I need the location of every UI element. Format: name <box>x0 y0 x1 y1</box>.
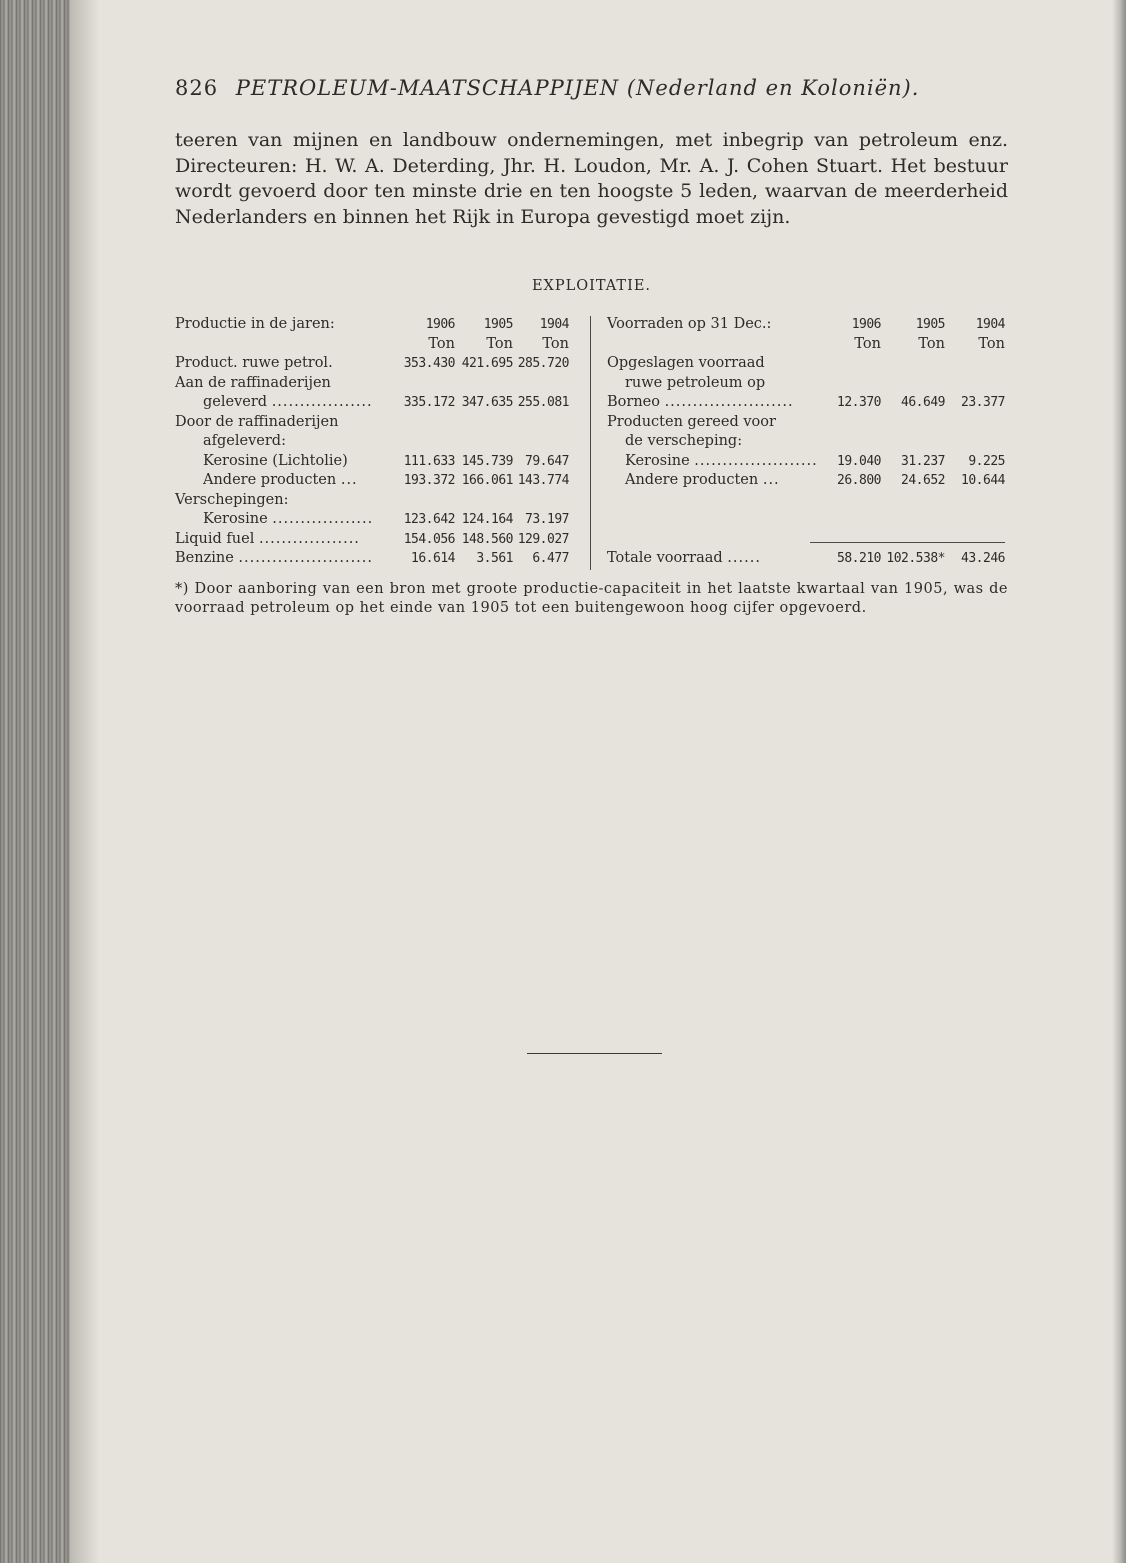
header-title: PETROLEUM-MAATSCHAPPIJEN (Nederland en Koloniën). <box>235 76 920 100</box>
row-label: Liquid fuel .................. <box>175 530 360 547</box>
row-label: Kerosine ...................... <box>625 452 818 469</box>
cell-value: 166.061 <box>461 473 513 488</box>
page-number: 826 <box>175 76 219 100</box>
right-year-1904: 1904 <box>975 317 1005 332</box>
table-header-row <box>175 316 1010 336</box>
cell-value: 23.377 <box>961 395 1005 410</box>
cell-value: 335.172 <box>403 395 455 410</box>
cell-value: 143.774 <box>517 473 569 488</box>
left-year-1905: 1905 <box>483 317 513 332</box>
table-row <box>175 414 1010 434</box>
row-label: Product. ruwe petrol. <box>175 355 333 371</box>
cell-value: 154.056 <box>403 531 455 547</box>
right-year-1905: 1905 <box>915 317 945 332</box>
footnote: *) Door aanboring van een bron met groote productie-capaciteit in het laatste kwartaal van 1905, was de voorraad petroleum op het einde van 1905 tot een buitengewoon hoog cijfer opgevoerd. <box>175 581 1008 616</box>
right-year-1906: 1906 <box>851 317 881 332</box>
right-unit: Ton <box>978 335 1005 352</box>
table-row <box>175 511 1010 531</box>
row-label: Borneo ....................... <box>607 394 794 410</box>
left-year-1904: 1904 <box>539 317 569 332</box>
page-edge <box>1112 0 1126 1563</box>
section-heading: EXPLOITATIE. <box>531 278 652 294</box>
cell-value: 353.430 <box>403 356 455 371</box>
table-row <box>175 472 1010 492</box>
cell-value: 129.027 <box>517 531 569 547</box>
row-label: Aan de raffinaderijen <box>175 374 331 391</box>
end-rule <box>527 1053 662 1054</box>
body-paragraph: teeren van mijnen en landbouw ondernemingen, met inbegrip van petroleum enz. Directeuren: H. W. A. Deterding, Jhr. H. Loudon, Mr. A. J. Cohen Stuart. Het bestuur wordt gevoerd door ten minste drie en ten hoogste 5 leden, waarvan de meerderheid Nederlanders en binnen het Rijk in Europa gevestigd moet zijn. <box>175 129 1008 228</box>
table-row <box>175 355 1010 375</box>
row-label: geleverd .................. <box>203 394 373 410</box>
cell-value: 111.633 <box>403 453 455 469</box>
cell-value: 102.538* <box>886 551 945 566</box>
cell-value: 31.237 <box>901 453 945 469</box>
row-label: de verscheping: <box>625 433 743 449</box>
row-label: Totale voorraad ...... <box>607 550 761 566</box>
cell-value: 6.477 <box>532 551 569 566</box>
exploitation-table <box>175 316 1010 570</box>
table-unit-row <box>175 336 1010 356</box>
running-header <box>175 76 1015 100</box>
table-row <box>175 375 1010 395</box>
cell-value: 26.800 <box>837 473 881 488</box>
row-label: Benzine ........................ <box>175 550 374 566</box>
cell-value: 73.197 <box>525 512 569 527</box>
cell-value: 421.695 <box>461 356 513 371</box>
right-header-label: Voorraden op 31 Dec.: <box>607 316 772 332</box>
row-label: Andere producten ... <box>203 472 358 488</box>
cell-value: 9.225 <box>968 453 1005 469</box>
table-row <box>175 453 1010 473</box>
table-row <box>175 531 1010 551</box>
cell-value: 3.561 <box>476 551 513 566</box>
left-header-label: Productie in de jaren: <box>175 316 335 332</box>
cell-value: 124.164 <box>461 512 513 527</box>
table-row <box>175 550 1010 570</box>
left-unit: Ton <box>486 335 513 352</box>
cell-value: 46.649 <box>901 395 945 410</box>
cell-value: 145.739 <box>461 453 513 469</box>
cell-value: 193.372 <box>403 473 455 488</box>
cell-value: 148.560 <box>461 531 513 547</box>
row-label: Andere producten ... <box>625 472 780 488</box>
cell-value: 79.647 <box>525 453 569 469</box>
cell-value: 255.081 <box>517 395 569 410</box>
cell-value: 10.644 <box>961 473 1005 488</box>
right-unit: Ton <box>854 335 881 352</box>
right-unit: Ton <box>918 335 945 352</box>
left-year-1906: 1906 <box>425 317 455 332</box>
cell-value: 19.040 <box>837 453 881 469</box>
cell-value: 12.370 <box>837 395 881 410</box>
cell-value: 285.720 <box>517 356 569 371</box>
left-unit: Ton <box>542 335 569 352</box>
book-binding-shadow <box>0 0 70 1563</box>
table-row <box>175 433 1010 453</box>
cell-value: 347.635 <box>461 395 513 410</box>
left-unit: Ton <box>428 335 455 352</box>
row-label: Kerosine (Lichtolie) <box>203 452 348 469</box>
cell-value: 43.246 <box>961 551 1005 566</box>
cell-value: 16.614 <box>411 551 455 566</box>
row-label: afgeleverd: <box>203 433 286 449</box>
gutter-fade <box>70 0 100 1563</box>
cell-value: 58.210 <box>837 551 881 566</box>
row-label: ruwe petroleum op <box>625 374 766 391</box>
table-row <box>175 492 1010 512</box>
cell-value: 123.642 <box>403 512 455 527</box>
cell-value: 24.652 <box>901 473 945 488</box>
row-label: Kerosine .................. <box>203 511 374 527</box>
table-row <box>175 394 1010 414</box>
row-label: Opgeslagen voorraad <box>607 355 765 371</box>
row-label: Producten gereed voor <box>607 413 776 430</box>
row-label: Verschepingen: <box>175 491 289 508</box>
row-label: Door de raffinaderijen <box>175 413 339 430</box>
